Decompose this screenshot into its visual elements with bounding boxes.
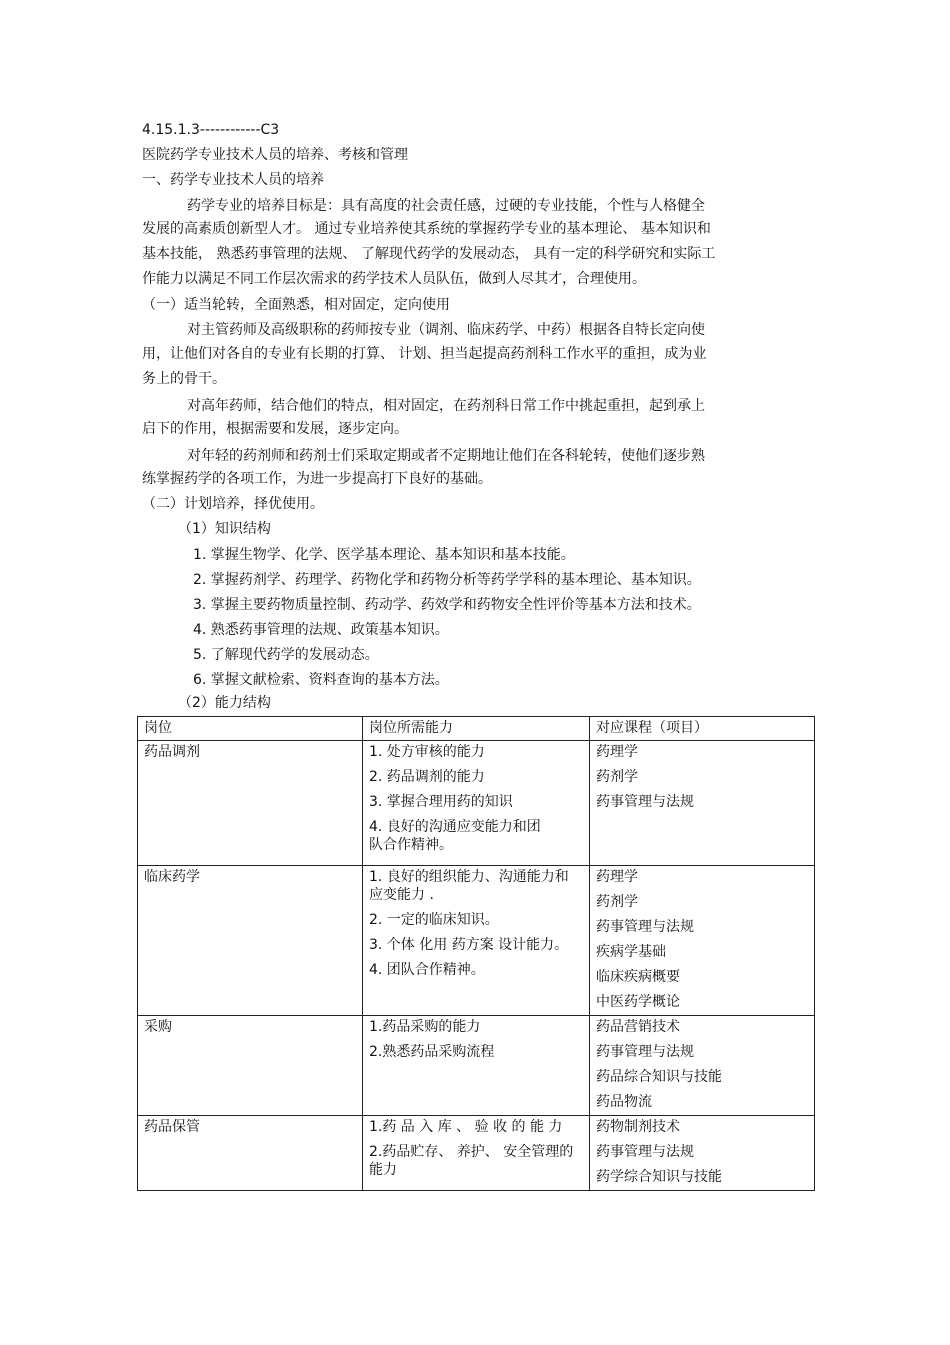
course-item: 中医药学概论 <box>596 994 680 1010</box>
course-item: 药事管理与法规 <box>596 919 694 935</box>
header-post: 岗位 <box>138 717 363 741</box>
knowledge-item: 5. 了解现代药学的发展动态。 <box>193 647 379 663</box>
knowledge-item: 4. 熟悉药事管理的法规、政策基本知识。 <box>193 622 449 638</box>
course-item: 药事管理与法规 <box>596 794 694 810</box>
doc-title: 医院药学专业技术人员的培养、考核和管理 <box>142 147 408 163</box>
subsection-heading: （二）计划培养，择优使用。 <box>142 496 324 512</box>
knowledge-item: 3. 掌握主要药物质量控制、药动学、药效学和药物安全性评价等基本方法和技术。 <box>193 597 701 613</box>
paragraph-line: 务上的骨干。 <box>142 371 226 387</box>
course-item: 药物制剂技术 <box>596 1119 680 1135</box>
paragraph-line: 启下的作用，根据需要和发展，逐步定向。 <box>142 421 408 437</box>
paragraph-line: 对年轻的药剂师和药剂士们采取定期或者不定期地让他们在各科轮转，使他们逐步熟 <box>187 448 705 464</box>
paragraph-line: 对高年药师，结合他们的特点，相对固定，在药剂科日常工作中挑起重担，起到承上 <box>187 398 705 414</box>
course-item: 药理学 <box>596 744 638 760</box>
course-item: 临床疾病概要 <box>596 969 680 985</box>
post-cell: 药品保管 <box>138 1116 363 1191</box>
course-item: 疾病学基础 <box>596 944 666 960</box>
ability-item: 2.熟悉药品采购流程 <box>369 1044 495 1060</box>
ability-item: 4. 团队合作精神。 <box>369 962 485 978</box>
courses-cell <box>590 866 815 1016</box>
paragraph-line: 作能力以满足不同工作层次需求的药学技术人员队伍，做到人尽其才，合理使用。 <box>142 271 646 287</box>
knowledge-item: 6. 掌握文献检索、资料查询的基本方法。 <box>193 672 449 688</box>
knowledge-item: 2. 掌握药剂学、药理学、药物化学和药物分析等药学学科的基本理论、基本知识。 <box>193 572 701 588</box>
post-cell: 临床药学 <box>138 866 363 1016</box>
table-row <box>138 741 815 866</box>
course-item: 药品综合知识与技能 <box>596 1069 722 1085</box>
paragraph-line: 用，让他们对各自的专业有长期的打算、 计划、担当起提高药剂科工作水平的重担，成为业 <box>142 346 707 362</box>
course-item: 药理学 <box>596 869 638 885</box>
course-item: 药品营销技术 <box>596 1019 680 1035</box>
abilities-cell <box>363 1016 590 1116</box>
course-item: 药剂学 <box>596 769 638 785</box>
post-cell: 采购 <box>138 1016 363 1116</box>
header-courses: 对应课程（项目） <box>590 717 815 741</box>
table-header-row <box>138 717 815 741</box>
header-abilities: 岗位所需能力 <box>363 717 590 741</box>
abilities-cell <box>363 741 590 866</box>
course-item: 药剂学 <box>596 894 638 910</box>
post-cell: 药品调剂 <box>138 741 363 866</box>
ability-item: 2. 一定的临床知识。 <box>369 912 499 928</box>
paragraph-line: 对主管药师及高级职称的药师按专业（调剂、临床药学、中药）根据各自特长定向使 <box>187 322 705 338</box>
ability-item: 3. 个体 化用 药方案 设计能力。 <box>369 937 569 953</box>
courses-cell <box>590 741 815 866</box>
ability-item: 1. 良好的组织能力、沟通能力和应变能力 . <box>369 869 569 903</box>
ability-item: 1. 处方审核的能力 <box>369 744 485 760</box>
knowledge-item: 1. 掌握生物学、化学、医学基本理论、基本知识和基本技能。 <box>193 547 575 563</box>
table-row <box>138 866 815 1016</box>
paragraph-line: 练掌握药学的各项工作，为进一步提高打下良好的基础。 <box>142 471 492 487</box>
doc-code: 4.15.1.3------------C3 <box>142 122 280 138</box>
ability-table <box>137 716 815 1191</box>
paragraph-line: 药学专业的培养目标是：具有高度的社会责任感，过硬的专业技能，个性与人格健全 <box>187 198 705 214</box>
course-item: 药事管理与法规 <box>596 1144 694 1160</box>
courses-cell <box>590 1116 815 1191</box>
ability-item: 1.药品采购的能力 <box>369 1019 481 1035</box>
subsection-heading: （一）适当轮转，全面熟悉，相对固定，定向使用 <box>142 297 450 313</box>
paragraph-line: 基本技能， 熟悉药事管理的法规、 了解现代药学的发展动态， 具有一定的科学研究和实际工 <box>142 246 716 262</box>
ability-item: 1.药 品 入 库 、 验 收 的 能 力 <box>369 1119 563 1135</box>
table-row <box>138 1016 815 1116</box>
abilities-cell <box>363 1116 590 1191</box>
table-row <box>138 1116 815 1191</box>
courses-cell <box>590 1016 815 1116</box>
course-item: 药学综合知识与技能 <box>596 1169 722 1185</box>
knowledge-heading: （1）知识结构 <box>178 521 271 537</box>
ability-item: 3. 掌握合理用药的知识 <box>369 794 513 810</box>
abilities-cell <box>363 866 590 1016</box>
section-heading: 一、药学专业技术人员的培养 <box>142 172 324 188</box>
course-item: 药品物流 <box>596 1094 652 1110</box>
ability-item: 2.药品贮存、 养护、 安全管理的能力 <box>369 1144 574 1178</box>
paragraph-line: 发展的高素质创新型人才。 通过专业培养使其系统的掌握药学专业的基本理论、 基本知识和 <box>142 221 711 237</box>
ability-item: 2. 药品调剂的能力 <box>369 769 485 785</box>
ability-item: 4. 良好的沟通应变能力和团队合作精神。 <box>369 819 541 853</box>
ability-heading: （2）能力结构 <box>178 695 271 711</box>
course-item: 药事管理与法规 <box>596 1044 694 1060</box>
